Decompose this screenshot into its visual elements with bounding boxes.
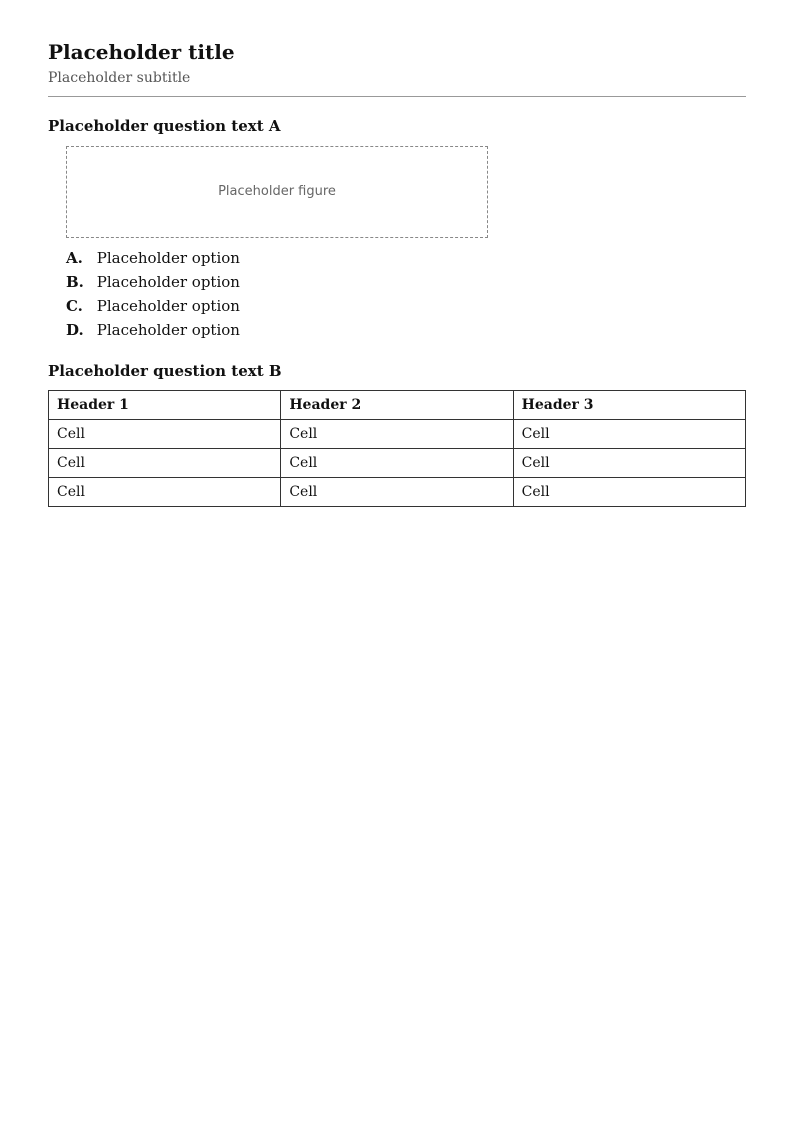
answer-option (48, 246, 746, 270)
document-header (48, 40, 746, 97)
document-title: Placeholder title (48, 40, 235, 64)
table-header-cell: Header 2 (281, 391, 513, 420)
table-cell: Cell (49, 420, 281, 449)
question-stem: Placeholder question text B (48, 361, 282, 380)
option-text: Placeholder option (96, 272, 240, 291)
question-stem: Placeholder question text A (48, 117, 281, 135)
option-key: D. (66, 320, 84, 339)
option-text: Placeholder option (96, 320, 240, 339)
data-table (48, 390, 746, 507)
table-cell: Cell (49, 478, 281, 507)
option-text: Placeholder option (96, 248, 240, 267)
table-cell: Cell (513, 478, 745, 507)
table-header-cell: Header 1 (49, 391, 281, 420)
table-header-row (49, 391, 746, 420)
option-key: A. (66, 248, 83, 267)
table-cell: Cell (281, 478, 513, 507)
table-cell: Cell (49, 449, 281, 478)
figure-caption: Placeholder figure (218, 184, 336, 199)
table-row (49, 449, 746, 478)
answer-option (48, 294, 746, 318)
table-row (49, 420, 746, 449)
table-cell: Cell (513, 449, 745, 478)
answer-option (48, 270, 746, 294)
table-header-cell: Header 3 (513, 391, 745, 420)
table-cell: Cell (281, 420, 513, 449)
option-text: Placeholder option (96, 296, 240, 315)
question-block (48, 360, 746, 508)
answer-option (48, 318, 746, 342)
table-row (49, 478, 746, 507)
question-block (48, 115, 746, 342)
table-cell: Cell (281, 449, 513, 478)
document-subtitle: Placeholder subtitle (48, 70, 191, 86)
option-key: C. (66, 296, 83, 315)
option-key: B. (66, 272, 84, 291)
table-cell: Cell (513, 420, 745, 449)
figure-placeholder (66, 146, 488, 238)
